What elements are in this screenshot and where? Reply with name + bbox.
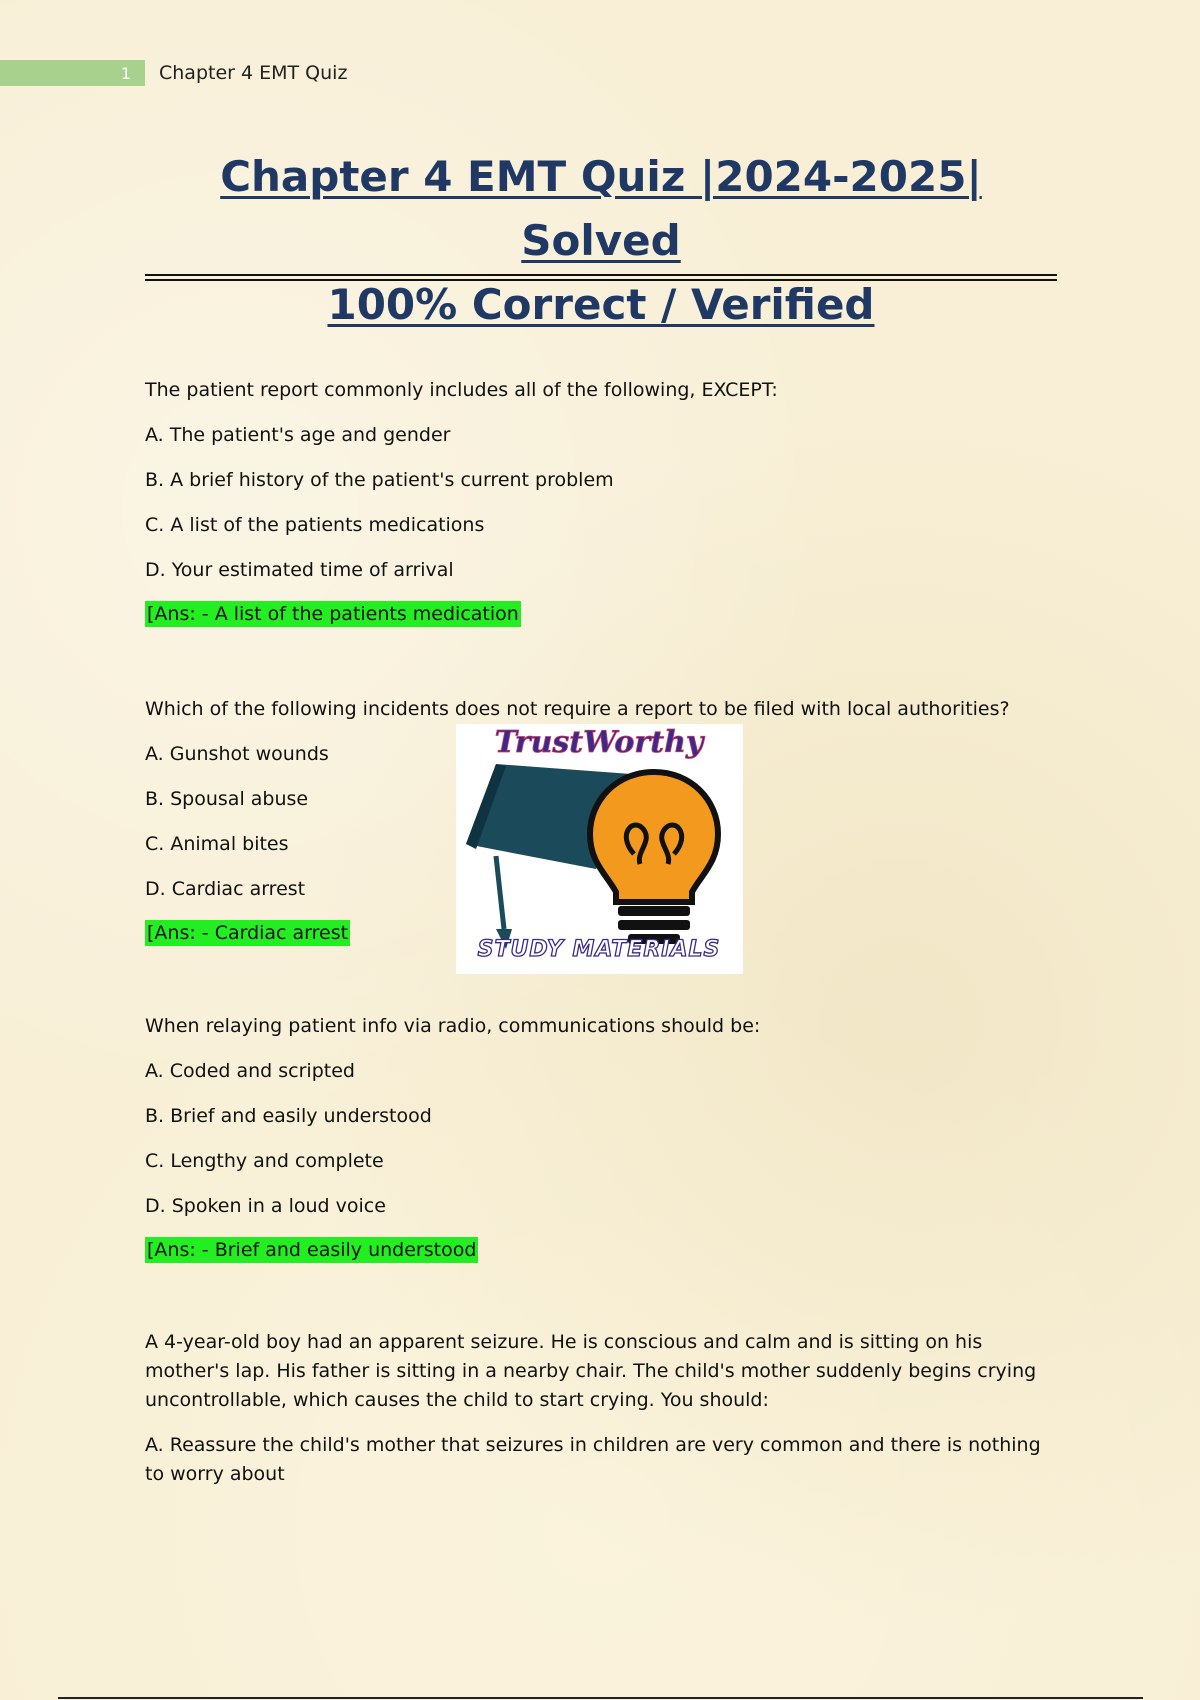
option-c: C. Lengthy and complete [145,1150,384,1172]
header-title: Chapter 4 EMT Quiz [159,62,348,84]
option-a: A. Reassure the child's mother that seizures in children are very common and there is nothing to worry about [145,1434,1041,1485]
option-d: D. Your estimated time of arrival [145,559,454,581]
title-line-2: 100% Correct / Verified [327,280,875,329]
question-stem: Which of the following incidents does not require a report to be filed with local authorities? [145,698,1010,720]
lightbulb-icon [590,772,718,944]
running-header [0,60,347,86]
question-stem: The patient report commonly includes all of the following, EXCEPT: [145,379,778,401]
footer-divider [58,1697,1143,1699]
option-c: C. Animal bites [145,833,289,855]
option-b: B. Brief and easily understood [145,1105,432,1127]
answer-highlight: [Ans: - Cardiac arrest [147,922,349,944]
logo-bottom-text: STUDY MATERIALS [477,937,721,962]
question-3 [145,1012,1065,1263]
question-4 [145,1328,1065,1489]
logo-graphic [456,724,743,974]
document-title [145,145,1057,337]
question-stem: When relaying patient info via radio, communications should be: [145,1015,761,1037]
page-number: 1 [0,60,145,86]
answer-highlight: [Ans: - Brief and easily understood [147,1239,477,1261]
option-c: C. A list of the patients medications [145,514,485,536]
question-stem: A 4-year-old boy had an apparent seizure. He is conscious and calm and is sitting on his mother's lap. His father is sitting in a nearby chair. The child's mother suddenly begins crying uncontrollable, which causes the child to start crying. You should: [145,1331,1037,1411]
answer-highlight: [Ans: - A list of the patients medication [147,603,519,625]
trustworthy-logo [456,724,743,974]
option-a: A. The patient's age and gender [145,424,451,446]
logo-top-text: TrustWorthy [494,725,704,760]
option-d: D. Spoken in a loud voice [145,1195,386,1217]
option-a: A. Coded and scripted [145,1060,355,1082]
option-d: D. Cardiac arrest [145,878,306,900]
option-b: B. Spousal abuse [145,788,309,810]
title-line-1: Chapter 4 EMT Quiz |2024-2025| Solved [220,152,982,265]
question-1 [145,376,1065,627]
option-a: A. Gunshot wounds [145,743,329,765]
title-divider [145,274,1057,281]
option-b: B. A brief history of the patient's current problem [145,469,614,491]
